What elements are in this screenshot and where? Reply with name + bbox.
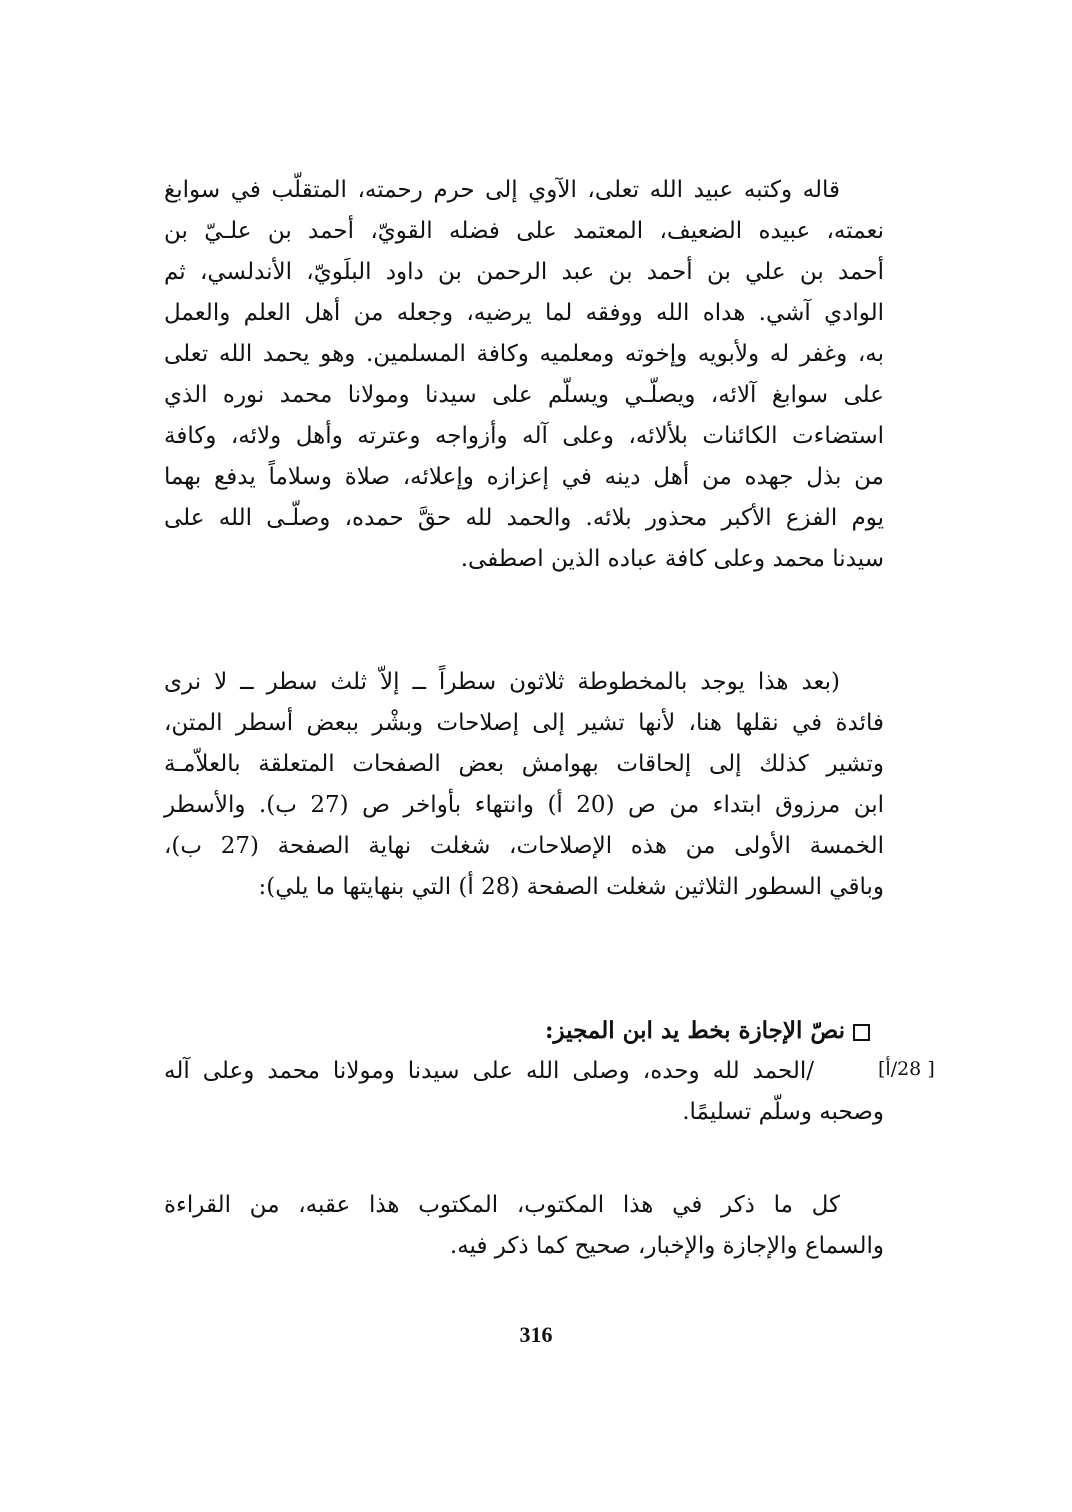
text-line: على سوابغ آلائه، ويصلّـي ويسلّم على سيدنا ومولانا محمد نوره الذي (164, 382, 884, 408)
text-line: (بعد هذا يوجد بالمخطوطة ثلاثون سطراً ــ إلاّ ثلث سطر ــ لا نرى (164, 669, 840, 695)
text-line: ابن مرزوق ابتداء من ص (20 أ) وانتهاء بأواخر ص (27 ب). والأسطر (164, 792, 884, 818)
section-heading-text: نصّ الإجازة بخط يد ابن المجيز: (544, 1017, 845, 1044)
text-line: سيدنا محمد وعلى كافة عباده الذين اصطفى. (460, 546, 884, 572)
ijaza-section (164, 1010, 884, 1133)
text-line: نعمته، عبيده الضعيف، المعتمد على فضله القويّ، أحمد بن علـيّ بن (164, 218, 884, 244)
paragraph-attestation (164, 1185, 884, 1267)
page-number: 316 (519, 1322, 553, 1347)
text-line: كل ما ذكر في هذا المكتوب، المكتوب هذا عقبه، من القراءة (164, 1192, 840, 1218)
text-line: قاله وكتبه عبيد الله تعلى، الآوي إلى حرم رحمته، المتقلّب في سوابغ (164, 177, 840, 203)
text-line: أحمد بن علي بن أحمد بن عبد الرحمن بن داود البلَويّ، الأندلسي، ثم (164, 259, 884, 285)
text-line: استضاءت الكائنات بلألائه، وعلى آله وأزواجه وعترته وأهل ولائه، وكافة (164, 423, 884, 449)
text-line: /الحمد لله وحده، وصلى الله على سيدنا ومولانا محمد وعلى آله (164, 1058, 814, 1084)
section-heading (164, 1010, 884, 1051)
text-line: يوم الفزع الأكبر محذور بلائه. والحمد لله حقَّ حمده، وصلّـى الله على (164, 505, 884, 531)
text-line: وصحبه وسلّم تسليمًا. (682, 1099, 884, 1125)
text-line: الخمسة الأولى من هذه الإصلاحات، شغلت نهاية الصفحة (27 ب)، (164, 833, 884, 859)
text-line: من بذل جهده من أهل دينه في إعزازه وإعلائه، صلاة وسلاماً يدفع بهما (164, 464, 884, 490)
paragraph-colophon (164, 170, 884, 580)
text-line: فائدة في نقلها هنا، لأنها تشير إلى إصلاحات وبشْر ببعض أسطر المتن، (164, 710, 884, 736)
text-line: وباقي السطور الثلاثين شغلت الصفحة (28 أ) التي بنهايتها ما يلي): (258, 874, 884, 900)
text-line: والسماع والإجازة والإخبار، صحيح كما ذكر فيه. (449, 1233, 884, 1259)
text-line: به، وغفر له ولأبويه وإخوته ومعلميه وكافة المسلمين. وهو يحمد الله تعلى (164, 341, 884, 367)
text-line: وتشير كذلك إلى إلحاقات بهوامش بعض الصفحات المتعلقة بالعلاّمـة (164, 751, 884, 777)
paragraph-editor-note (164, 662, 884, 908)
square-bullet-icon (853, 1024, 870, 1041)
folio-marker: [ 28/أ] (878, 1058, 935, 1080)
text-line: الوادي آشي. هداه الله ووفقه لما يرضيه، وجعله من أهل العلم والعمل (164, 300, 884, 326)
